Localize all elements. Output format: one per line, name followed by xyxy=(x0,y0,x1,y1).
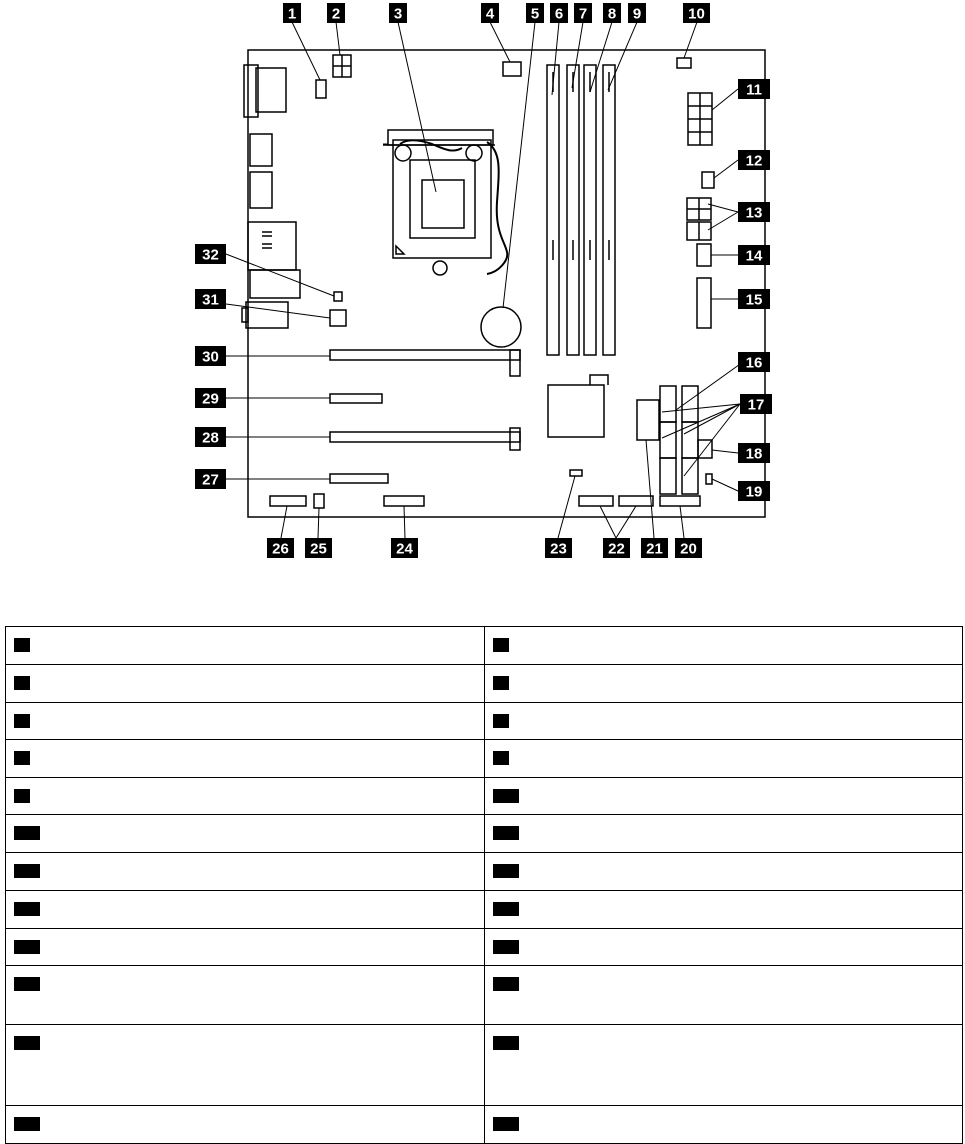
callout-label: 29 xyxy=(202,390,219,408)
power-connectors xyxy=(333,55,712,240)
callout-9 xyxy=(628,3,646,23)
callout-label: 17 xyxy=(747,396,765,414)
callout-16 xyxy=(738,352,770,372)
legend-row xyxy=(6,815,963,853)
callout-5 xyxy=(526,3,544,23)
sata-ports xyxy=(660,386,698,494)
callout-label: 5 xyxy=(530,5,540,23)
callout-14 xyxy=(738,245,770,265)
legend-cell-left xyxy=(6,778,485,815)
legend-cell-left xyxy=(6,703,485,740)
callout-label: 30 xyxy=(202,348,219,366)
legend-badge xyxy=(493,1117,519,1131)
legend-row xyxy=(6,853,963,891)
legend-badge xyxy=(14,826,40,840)
callout-label: 20 xyxy=(680,540,697,558)
legend-row xyxy=(6,1025,963,1106)
legend-badge xyxy=(14,977,40,991)
legend-badge xyxy=(493,638,509,652)
callout-20 xyxy=(675,538,702,558)
callout-label: 2 xyxy=(331,5,341,23)
legend-badge xyxy=(493,676,509,690)
memory-slots xyxy=(547,65,615,355)
legend-cell-right xyxy=(484,703,963,740)
callout-label: 7 xyxy=(578,5,588,23)
legend-cell-left xyxy=(6,853,485,891)
chipset xyxy=(548,375,608,437)
legend-badge xyxy=(14,864,40,878)
legend-cell-left xyxy=(6,966,485,1025)
legend-row xyxy=(6,966,963,1025)
legend-cell-right xyxy=(484,966,963,1025)
legend-badge xyxy=(493,864,519,878)
legend-cell-right xyxy=(484,1106,963,1144)
callout-24 xyxy=(391,538,418,558)
legend-badge xyxy=(493,789,519,803)
legend-badge xyxy=(14,1036,40,1050)
callout-8 xyxy=(603,3,621,23)
callout-32 xyxy=(195,244,226,264)
legend-badge xyxy=(493,977,519,991)
legend-cell-right xyxy=(484,778,963,815)
callout-label: 11 xyxy=(746,81,762,99)
callout-12 xyxy=(738,150,770,170)
legend-row xyxy=(6,627,963,665)
callout-1 xyxy=(283,3,301,23)
callout-label: 25 xyxy=(310,540,327,558)
legend-row xyxy=(6,891,963,929)
legend-cell-right xyxy=(484,891,963,929)
callout-29 xyxy=(195,388,226,408)
callout-label: 19 xyxy=(745,483,763,501)
expansion-slots xyxy=(330,350,520,483)
legend-badge xyxy=(14,940,40,954)
legend-badge xyxy=(493,751,509,765)
callout-23 xyxy=(545,538,572,558)
legend-row xyxy=(6,1106,963,1144)
callout-30 xyxy=(195,346,226,366)
legend-badge xyxy=(14,1117,40,1131)
legend-row xyxy=(6,929,963,966)
legend-cell-left xyxy=(6,815,485,853)
legend-badge xyxy=(493,1036,519,1050)
callout-label: 4 xyxy=(485,5,495,23)
callout-label: 18 xyxy=(745,445,763,463)
callout-25 xyxy=(305,538,332,558)
legend-badge xyxy=(14,714,30,728)
legend-row xyxy=(6,703,963,740)
legend-badge xyxy=(14,638,30,652)
rear-io-ports xyxy=(242,65,300,328)
legend-badge xyxy=(493,826,519,840)
legend-cell-right xyxy=(484,815,963,853)
callout-10 xyxy=(683,3,710,23)
legend-badge xyxy=(493,714,509,728)
legend-cell-right xyxy=(484,929,963,966)
legend-cell-left xyxy=(6,665,485,703)
legend-cell-right xyxy=(484,1025,963,1106)
callout-11 xyxy=(738,79,770,99)
legend-table xyxy=(5,626,963,1144)
legend-cell-right xyxy=(484,665,963,703)
callout-label: 27 xyxy=(202,471,219,489)
headers xyxy=(316,58,714,484)
callout-label: 31 xyxy=(202,291,219,309)
callout-label: 15 xyxy=(745,291,763,309)
legend-badge xyxy=(14,751,30,765)
cpu-socket xyxy=(383,130,507,275)
coin-battery xyxy=(481,307,521,347)
legend-badge xyxy=(493,902,519,916)
callout-15 xyxy=(738,289,770,309)
legend-row xyxy=(6,740,963,778)
callout-label: 10 xyxy=(688,5,705,23)
legend-cell-right xyxy=(484,740,963,778)
callout-13 xyxy=(738,202,770,222)
callout-label: 13 xyxy=(745,204,763,222)
callout-label: 28 xyxy=(202,429,219,447)
callout-label: 23 xyxy=(550,540,567,558)
legend-cell-right xyxy=(484,853,963,891)
callout-label: 21 xyxy=(646,540,663,558)
leader-lines xyxy=(226,22,743,538)
legend-badge xyxy=(14,789,30,803)
legend-badge xyxy=(14,676,30,690)
callout-label: 9 xyxy=(632,5,642,23)
callout-4 xyxy=(481,3,499,23)
callout-22 xyxy=(603,538,630,558)
callout-label: 6 xyxy=(554,5,564,23)
callout-label: 16 xyxy=(745,354,763,372)
callout-label: 24 xyxy=(396,540,413,558)
callout-21 xyxy=(641,538,668,558)
legend-cell-left xyxy=(6,740,485,778)
callout-label: 32 xyxy=(202,246,219,264)
legend-row xyxy=(6,665,963,703)
legend-cell-right xyxy=(484,627,963,665)
callout-28 xyxy=(195,427,226,447)
callout-label: 1 xyxy=(287,5,297,23)
legend-cell-left xyxy=(6,1106,485,1144)
callout-2 xyxy=(327,3,345,23)
legend-cell-left xyxy=(6,929,485,966)
callout-3 xyxy=(389,3,407,23)
callout-19 xyxy=(738,481,770,501)
legend-cell-left xyxy=(6,627,485,665)
callout-18 xyxy=(738,443,770,463)
callout-27 xyxy=(195,469,226,489)
callout-label: 26 xyxy=(272,540,289,558)
callout-label: 12 xyxy=(745,152,763,170)
legend-row xyxy=(6,778,963,815)
motherboard-diagram xyxy=(0,0,965,560)
callout-label: 3 xyxy=(393,5,403,23)
callout-label: 14 xyxy=(745,247,763,265)
legend-badge xyxy=(493,940,519,954)
legend-cell-left xyxy=(6,891,485,929)
legend-badge xyxy=(14,902,40,916)
callout-label: 8 xyxy=(607,5,617,23)
legend-cell-left xyxy=(6,1025,485,1106)
callout-26 xyxy=(267,538,294,558)
callout-6 xyxy=(550,3,568,23)
callout-31 xyxy=(195,289,226,309)
callout-label: 22 xyxy=(608,540,625,558)
callout-17 xyxy=(740,394,772,414)
callout-7 xyxy=(574,3,592,23)
